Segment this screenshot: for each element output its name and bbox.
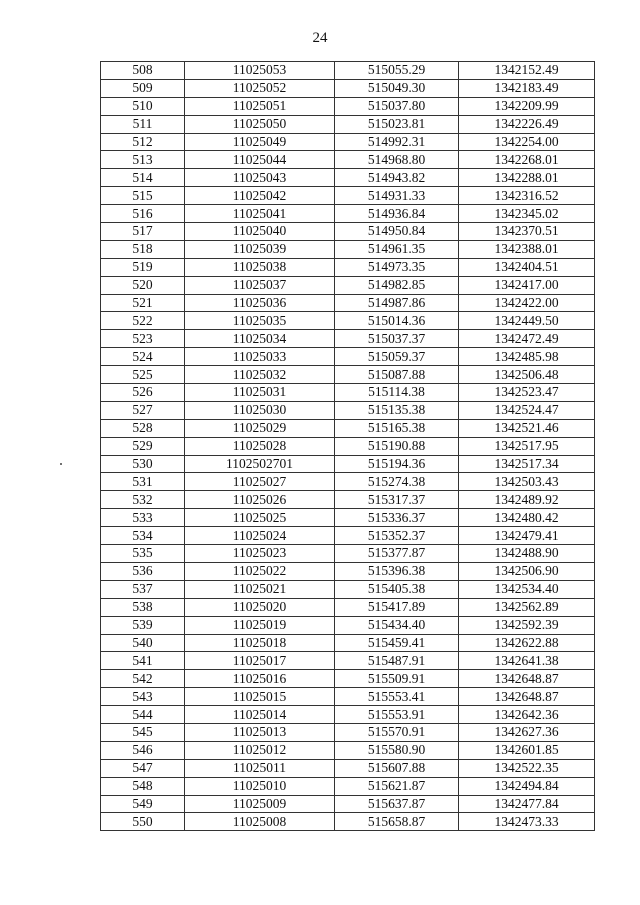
table-row <box>101 741 595 759</box>
row-number-cell: 513 <box>101 151 185 169</box>
y-coordinate-cell: 1342534.40 <box>459 580 595 598</box>
point-id-cell: 11025034 <box>185 330 335 348</box>
table-row <box>101 401 595 419</box>
y-coordinate-cell: 1342622.88 <box>459 634 595 652</box>
table-row <box>101 634 595 652</box>
row-number-cell: 508 <box>101 62 185 80</box>
x-coordinate-cell: 514961.35 <box>335 240 459 258</box>
row-number-cell: 534 <box>101 527 185 545</box>
point-id-cell: 11025033 <box>185 348 335 366</box>
point-id-cell: 11025037 <box>185 276 335 294</box>
x-coordinate-cell: 515553.41 <box>335 688 459 706</box>
point-id-cell: 11025036 <box>185 294 335 312</box>
point-id-cell: 11025044 <box>185 151 335 169</box>
y-coordinate-cell: 1342641.38 <box>459 652 595 670</box>
row-number-cell: 545 <box>101 723 185 741</box>
row-number-cell: 514 <box>101 169 185 187</box>
table-row <box>101 688 595 706</box>
page-number: 24 <box>312 30 328 46</box>
y-coordinate-cell: 1342388.01 <box>459 240 595 258</box>
table-row <box>101 151 595 169</box>
row-number-cell: 515 <box>101 187 185 205</box>
y-coordinate-cell: 1342268.01 <box>459 151 595 169</box>
row-number-cell: 529 <box>101 437 185 455</box>
y-coordinate-cell: 1342370.51 <box>459 223 595 241</box>
x-coordinate-cell: 515570.91 <box>335 723 459 741</box>
point-id-cell: 11025017 <box>185 652 335 670</box>
table-row <box>101 384 595 402</box>
point-id-cell: 11025015 <box>185 688 335 706</box>
row-number-cell: 522 <box>101 312 185 330</box>
row-number-cell: 523 <box>101 330 185 348</box>
y-coordinate-cell: 1342562.89 <box>459 598 595 616</box>
point-id-cell: 11025012 <box>185 741 335 759</box>
y-coordinate-cell: 1342404.51 <box>459 258 595 276</box>
y-coordinate-cell: 1342288.01 <box>459 169 595 187</box>
row-number-cell: 516 <box>101 205 185 223</box>
x-coordinate-cell: 515274.38 <box>335 473 459 491</box>
point-id-cell: 11025021 <box>185 580 335 598</box>
y-coordinate-cell: 1342521.46 <box>459 419 595 437</box>
row-number-cell: 518 <box>101 240 185 258</box>
x-coordinate-cell: 514950.84 <box>335 223 459 241</box>
y-coordinate-cell: 1342417.00 <box>459 276 595 294</box>
row-number-cell: 525 <box>101 366 185 384</box>
row-number-cell: 527 <box>101 401 185 419</box>
y-coordinate-cell: 1342494.84 <box>459 777 595 795</box>
row-number-cell: 537 <box>101 580 185 598</box>
y-coordinate-cell: 1342183.49 <box>459 79 595 97</box>
table-row <box>101 240 595 258</box>
row-number-cell: 536 <box>101 562 185 580</box>
row-number-cell: 521 <box>101 294 185 312</box>
x-coordinate-cell: 514968.80 <box>335 151 459 169</box>
row-number-cell: 548 <box>101 777 185 795</box>
x-coordinate-cell: 515487.91 <box>335 652 459 670</box>
x-coordinate-cell: 515190.88 <box>335 437 459 455</box>
row-number-cell: 533 <box>101 509 185 527</box>
table-row <box>101 813 595 831</box>
table-row <box>101 723 595 741</box>
y-coordinate-cell: 1342449.50 <box>459 312 595 330</box>
point-id-cell: 11025031 <box>185 384 335 402</box>
table-row <box>101 455 595 473</box>
point-id-cell: 11025022 <box>185 562 335 580</box>
table-row <box>101 759 595 777</box>
x-coordinate-cell: 515352.37 <box>335 527 459 545</box>
table-row <box>101 473 595 491</box>
y-coordinate-cell: 1342522.35 <box>459 759 595 777</box>
row-number-cell: 512 <box>101 133 185 151</box>
point-id-cell: 11025053 <box>185 62 335 80</box>
point-id-cell: 11025026 <box>185 491 335 509</box>
y-coordinate-cell: 1342226.49 <box>459 115 595 133</box>
row-number-cell: 532 <box>101 491 185 509</box>
y-coordinate-cell: 1342506.48 <box>459 366 595 384</box>
table-row <box>101 258 595 276</box>
point-id-cell: 11025018 <box>185 634 335 652</box>
point-id-cell: 11025028 <box>185 437 335 455</box>
point-id-cell: 11025013 <box>185 723 335 741</box>
table-row <box>101 312 595 330</box>
y-coordinate-cell: 1342517.34 <box>459 455 595 473</box>
row-number-cell: 547 <box>101 759 185 777</box>
x-coordinate-cell: 515135.38 <box>335 401 459 419</box>
point-id-cell: 11025027 <box>185 473 335 491</box>
table-row <box>101 79 595 97</box>
table-row <box>101 294 595 312</box>
point-id-cell: 11025032 <box>185 366 335 384</box>
row-number-cell: 546 <box>101 741 185 759</box>
table-row <box>101 366 595 384</box>
y-coordinate-cell: 1342477.84 <box>459 795 595 813</box>
row-number-cell: 526 <box>101 384 185 402</box>
x-coordinate-cell: 515049.30 <box>335 79 459 97</box>
row-number-cell: 528 <box>101 419 185 437</box>
row-number-cell: 538 <box>101 598 185 616</box>
point-id-cell: 11025024 <box>185 527 335 545</box>
row-number-cell: 540 <box>101 634 185 652</box>
point-id-cell: 11025011 <box>185 759 335 777</box>
table-row <box>101 527 595 545</box>
x-coordinate-cell: 515607.88 <box>335 759 459 777</box>
y-coordinate-cell: 1342422.00 <box>459 294 595 312</box>
point-id-cell: 11025029 <box>185 419 335 437</box>
point-id-cell: 11025025 <box>185 509 335 527</box>
point-id-cell: 11025023 <box>185 545 335 563</box>
x-coordinate-cell: 515580.90 <box>335 741 459 759</box>
table-row <box>101 348 595 366</box>
point-id-cell: 11025050 <box>185 115 335 133</box>
row-number-cell: 519 <box>101 258 185 276</box>
y-coordinate-cell: 1342592.39 <box>459 616 595 634</box>
table-row <box>101 545 595 563</box>
y-coordinate-cell: 1342485.98 <box>459 348 595 366</box>
x-coordinate-cell: 514973.35 <box>335 258 459 276</box>
table-row <box>101 97 595 115</box>
table-row <box>101 62 595 80</box>
x-coordinate-cell: 515434.40 <box>335 616 459 634</box>
y-coordinate-cell: 1342648.87 <box>459 670 595 688</box>
x-coordinate-cell: 514931.33 <box>335 187 459 205</box>
row-number-cell: 509 <box>101 79 185 97</box>
y-coordinate-cell: 1342523.47 <box>459 384 595 402</box>
x-coordinate-cell: 515621.87 <box>335 777 459 795</box>
x-coordinate-cell: 515377.87 <box>335 545 459 563</box>
x-coordinate-cell: 515637.87 <box>335 795 459 813</box>
x-coordinate-cell: 514987.86 <box>335 294 459 312</box>
y-coordinate-cell: 1342473.33 <box>459 813 595 831</box>
table-row <box>101 205 595 223</box>
y-coordinate-cell: 1342642.36 <box>459 706 595 724</box>
stray-dot-mark <box>60 463 62 465</box>
table-row <box>101 616 595 634</box>
y-coordinate-cell: 1342506.90 <box>459 562 595 580</box>
table-row <box>101 115 595 133</box>
x-coordinate-cell: 515014.36 <box>335 312 459 330</box>
point-id-cell: 11025008 <box>185 813 335 831</box>
table-row <box>101 777 595 795</box>
x-coordinate-cell: 515114.38 <box>335 384 459 402</box>
table-row <box>101 580 595 598</box>
row-number-cell: 524 <box>101 348 185 366</box>
point-id-cell: 11025052 <box>185 79 335 97</box>
point-id-cell: 11025010 <box>185 777 335 795</box>
table-row <box>101 276 595 294</box>
row-number-cell: 535 <box>101 545 185 563</box>
table-row <box>101 706 595 724</box>
row-number-cell: 539 <box>101 616 185 634</box>
table-row <box>101 133 595 151</box>
x-coordinate-cell: 515459.41 <box>335 634 459 652</box>
row-number-cell: 542 <box>101 670 185 688</box>
point-id-cell: 11025051 <box>185 97 335 115</box>
row-number-cell: 541 <box>101 652 185 670</box>
y-coordinate-cell: 1342479.41 <box>459 527 595 545</box>
y-coordinate-cell: 1342524.47 <box>459 401 595 419</box>
y-coordinate-cell: 1342254.00 <box>459 133 595 151</box>
y-coordinate-cell: 1342601.85 <box>459 741 595 759</box>
row-number-cell: 511 <box>101 115 185 133</box>
point-id-cell: 11025016 <box>185 670 335 688</box>
table-row <box>101 169 595 187</box>
row-number-cell: 531 <box>101 473 185 491</box>
table-row <box>101 187 595 205</box>
table-row <box>101 562 595 580</box>
point-id-cell: 11025043 <box>185 169 335 187</box>
x-coordinate-cell: 515194.36 <box>335 455 459 473</box>
y-coordinate-cell: 1342648.87 <box>459 688 595 706</box>
point-id-cell: 11025040 <box>185 223 335 241</box>
y-coordinate-cell: 1342503.43 <box>459 473 595 491</box>
point-id-cell: 11025030 <box>185 401 335 419</box>
point-id-cell: 11025042 <box>185 187 335 205</box>
x-coordinate-cell: 515023.81 <box>335 115 459 133</box>
point-id-cell: 11025009 <box>185 795 335 813</box>
x-coordinate-cell: 515165.38 <box>335 419 459 437</box>
y-coordinate-cell: 1342152.49 <box>459 62 595 80</box>
x-coordinate-cell: 515405.38 <box>335 580 459 598</box>
y-coordinate-cell: 1342345.02 <box>459 205 595 223</box>
x-coordinate-cell: 514982.85 <box>335 276 459 294</box>
x-coordinate-cell: 515336.37 <box>335 509 459 527</box>
table-row <box>101 223 595 241</box>
point-id-cell: 11025049 <box>185 133 335 151</box>
y-coordinate-cell: 1342209.99 <box>459 97 595 115</box>
point-id-cell: 11025014 <box>185 706 335 724</box>
y-coordinate-cell: 1342489.92 <box>459 491 595 509</box>
x-coordinate-cell: 515087.88 <box>335 366 459 384</box>
y-coordinate-cell: 1342480.42 <box>459 509 595 527</box>
coordinates-table-body <box>101 62 595 831</box>
y-coordinate-cell: 1342316.52 <box>459 187 595 205</box>
x-coordinate-cell: 515317.37 <box>335 491 459 509</box>
row-number-cell: 550 <box>101 813 185 831</box>
x-coordinate-cell: 515417.89 <box>335 598 459 616</box>
row-number-cell: 510 <box>101 97 185 115</box>
y-coordinate-cell: 1342517.95 <box>459 437 595 455</box>
row-number-cell: 530 <box>101 455 185 473</box>
row-number-cell: 520 <box>101 276 185 294</box>
x-coordinate-cell: 514943.82 <box>335 169 459 187</box>
table-row <box>101 437 595 455</box>
x-coordinate-cell: 515658.87 <box>335 813 459 831</box>
point-id-cell: 11025020 <box>185 598 335 616</box>
table-row <box>101 419 595 437</box>
table-row <box>101 491 595 509</box>
point-id-cell: 11025038 <box>185 258 335 276</box>
y-coordinate-cell: 1342627.36 <box>459 723 595 741</box>
y-coordinate-cell: 1342488.90 <box>459 545 595 563</box>
row-number-cell: 549 <box>101 795 185 813</box>
row-number-cell: 543 <box>101 688 185 706</box>
x-coordinate-cell: 515059.37 <box>335 348 459 366</box>
table-row <box>101 795 595 813</box>
table-row <box>101 509 595 527</box>
x-coordinate-cell: 515055.29 <box>335 62 459 80</box>
point-id-cell: 11025019 <box>185 616 335 634</box>
table-row <box>101 330 595 348</box>
point-id-cell: 11025035 <box>185 312 335 330</box>
x-coordinate-cell: 515396.38 <box>335 562 459 580</box>
table-row <box>101 598 595 616</box>
y-coordinate-cell: 1342472.49 <box>459 330 595 348</box>
point-id-cell: 11025041 <box>185 205 335 223</box>
x-coordinate-cell: 515037.37 <box>335 330 459 348</box>
coordinates-table <box>100 61 595 831</box>
x-coordinate-cell: 515037.80 <box>335 97 459 115</box>
x-coordinate-cell: 514992.31 <box>335 133 459 151</box>
row-number-cell: 544 <box>101 706 185 724</box>
point-id-cell: 11025039 <box>185 240 335 258</box>
x-coordinate-cell: 515509.91 <box>335 670 459 688</box>
x-coordinate-cell: 515553.91 <box>335 706 459 724</box>
x-coordinate-cell: 514936.84 <box>335 205 459 223</box>
row-number-cell: 517 <box>101 223 185 241</box>
table-row <box>101 652 595 670</box>
point-id-cell: 1102502701 <box>185 455 335 473</box>
table-row <box>101 670 595 688</box>
